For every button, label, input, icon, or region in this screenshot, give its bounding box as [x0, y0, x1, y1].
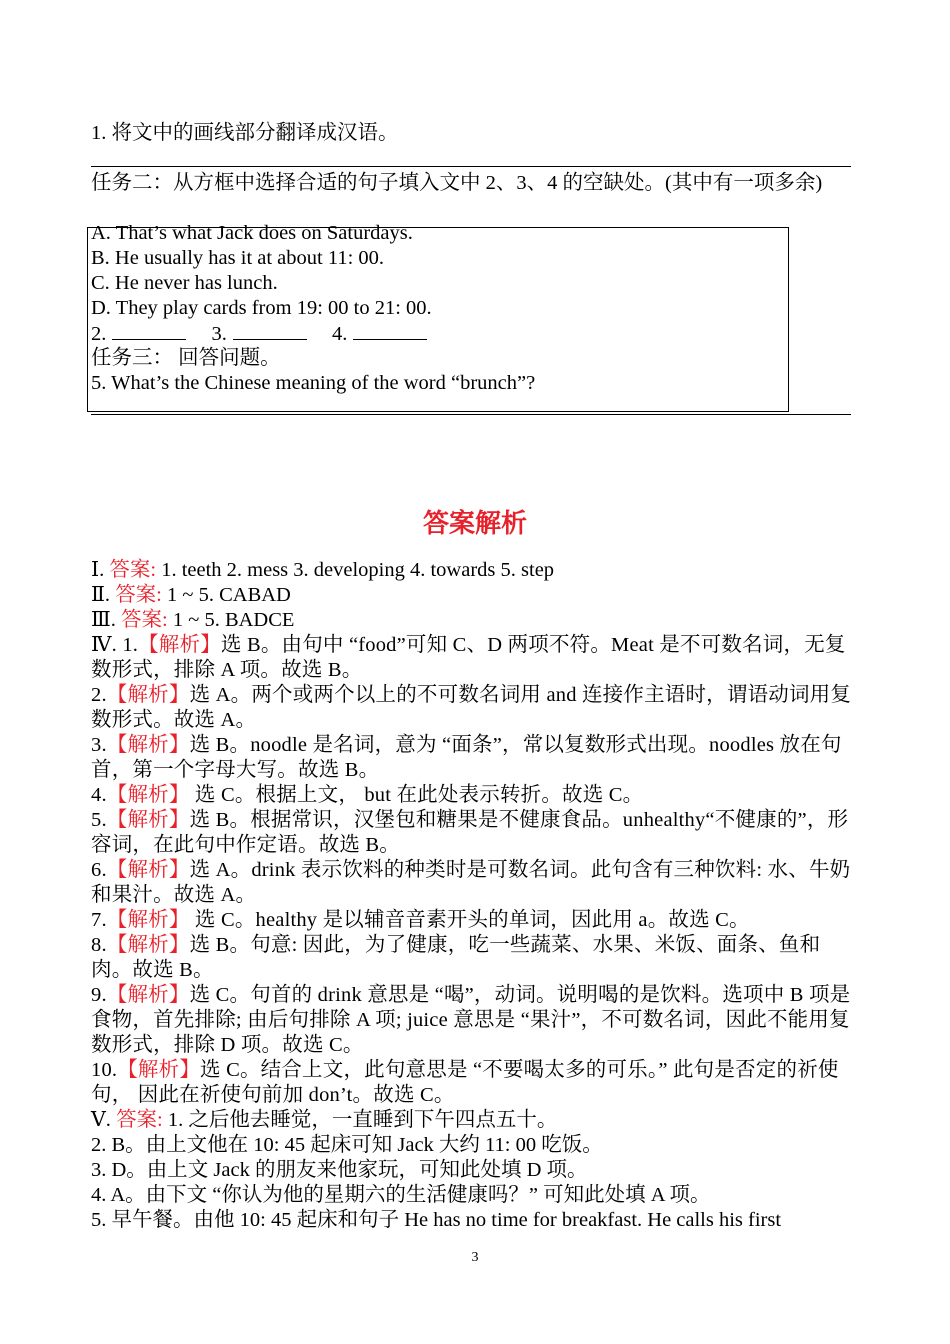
blank-2-label: 2.	[91, 323, 107, 345]
blank-3-label: 3.	[211, 323, 227, 345]
section-iii-text: 1 ~ 5. BADCE	[172, 609, 295, 631]
blank-4-label: 4.	[332, 323, 348, 345]
section-iv-item-8	[91, 933, 861, 983]
answers-heading: 答案解析	[422, 509, 527, 539]
item-text: 选 C。根据上文， but 在此处表示转折。故选 C。	[189, 784, 644, 806]
section-iii-answer	[91, 608, 861, 633]
section-ii-text: 1 ~ 5. CABAD	[167, 584, 291, 606]
answer-label: 答案:	[109, 559, 157, 581]
section-v-item-1	[91, 1108, 861, 1133]
page-number: 3	[471, 1250, 479, 1265]
item-text: 选 B。句意: 因此，为了健康，吃一些蔬菜、水果、米饭、面条、鱼和肉。故选 B。	[91, 934, 821, 981]
analysis-label: 【解析】	[106, 859, 190, 881]
item-number: 2.	[91, 684, 107, 706]
item-text: 选 C。结合上文，此句意思是 “不要喝太多的可乐。” 此句是否定的祈使句， 因此在祈使句前加 don’t。故选 C。	[91, 1059, 839, 1106]
question-5: 5. What’s the Chinese meaning of the word “brunch”?	[91, 372, 536, 394]
option-c: C. He never has lunch.	[91, 272, 278, 294]
analysis-label: 【解析】	[106, 934, 190, 956]
item-number: 5.	[91, 809, 107, 831]
item-text: 选 B。由句中 “food”可知 C、D 两项不符。Meat 是不可数名词，无复数形式，排除 A 项。故选 B。	[91, 634, 846, 681]
blank-3-line[interactable]	[233, 321, 307, 340]
item-number: Ⅳ. 1.	[91, 634, 139, 656]
answer-label: 答案:	[116, 1109, 163, 1131]
option-a: A. That’s what Jack does on Saturdays.	[91, 222, 413, 244]
section-iv-item-9	[91, 983, 861, 1058]
item-number: 4.	[91, 784, 107, 806]
section-iv-item-2	[91, 683, 861, 733]
section-v-item-3: 3. D。由上文 Jack 的朋友来他家玩，可知此处填 D 项。	[91, 1159, 588, 1181]
item-number: 6.	[91, 859, 107, 881]
section-iv-item-1	[91, 633, 861, 683]
analysis-label: 【解析】	[117, 1059, 201, 1081]
section-iv-item-10	[91, 1058, 861, 1108]
item-text: 选 C。句首的 drink 意思是 “喝”，动词。说明喝的是饮料。选项中 B 项是食物，首先排除; 由后句排除 A 项; juice 意思是 “果汁”，不可数名词，因此不能用复数形式，排除 D 项。故选 C。	[91, 984, 851, 1056]
option-b: B. He usually has it at about 11: 00.	[91, 247, 385, 269]
analysis-label: 【解析】	[106, 734, 190, 756]
analysis-label: 【解析】	[106, 984, 190, 1006]
answer-label: 答案:	[115, 584, 162, 606]
section-ii-number: Ⅱ.	[91, 584, 111, 606]
item-number: 7.	[91, 909, 107, 931]
section-v-item-2: 2. B。由上文他在 10: 45 起床可知 Jack 大约 11: 00 吃饭。	[91, 1134, 603, 1156]
analysis-label: 【解析】	[106, 684, 190, 706]
item-number: 10.	[91, 1059, 118, 1081]
item-text: 1. 之后他去睡觉，一直睡到下午四点五十。	[167, 1109, 558, 1131]
section-iii-number: Ⅲ.	[91, 609, 116, 631]
blanks-row	[91, 321, 861, 347]
item-text: 选 B。noodle 是名词，意为 “面条”，常以复数形式出现。noodles 放在句首，第一个字母大写。故选 B。	[91, 734, 842, 781]
question-1: 1. 将文中的画线部分翻译成汉语。	[91, 122, 399, 144]
item-number: 9.	[91, 984, 107, 1006]
item-text: 选 C。healthy 是以辅音音素开头的单词，因此用 a。故选 C。	[189, 909, 750, 931]
section-iv-item-5	[91, 808, 861, 858]
section-ii-answer	[91, 583, 861, 608]
task-3-instruction: 任务三： 回答问题。	[91, 347, 281, 369]
section-v-item-4: 4. A。由下文 “你认为他的星期六的生活健康吗？” 可知此处填 A 项。	[91, 1184, 711, 1206]
blank-4-line[interactable]	[353, 321, 427, 340]
answer-label: 答案:	[121, 609, 168, 631]
section-iv-item-6	[91, 858, 861, 908]
analysis-label: 【解析】	[138, 634, 221, 656]
analysis-label: 【解析】	[106, 809, 190, 831]
section-i-answer	[91, 558, 861, 583]
section-iv-item-3	[91, 733, 861, 783]
blank-2-line[interactable]	[112, 321, 186, 340]
answer-line-1	[91, 166, 851, 167]
section-i-number: Ⅰ.	[91, 559, 105, 581]
section-v-item-5: 5. 早午餐。由他 10: 45 起床和句子 He has no time for breakfast. He calls his first	[91, 1209, 782, 1231]
task-2-instruction: 任务二：从方框中选择合适的句子填入文中 2、3、4 的空缺处。(其中有一项多余)	[91, 172, 823, 194]
section-iv-item-7	[91, 908, 861, 933]
option-d: D. They play cards from 19: 00 to 21: 00.	[91, 297, 432, 319]
section-v-number: Ⅴ.	[91, 1109, 111, 1131]
item-text: 选 B。根据常识，汉堡包和糖果是不健康食品。unhealthy“不健康的”，形容词，在此句中作定语。故选 B。	[91, 809, 849, 856]
item-number: 3.	[91, 734, 107, 756]
item-text: 选 A。两个或两个以上的不可数名词用 and 连接作主语时，谓语动词用复数形式。故选 A。	[91, 684, 852, 731]
section-iv-item-4	[91, 783, 861, 808]
item-number: 8.	[91, 934, 107, 956]
answer-line-5	[91, 414, 851, 415]
section-i-text: 1. teeth 2. mess 3. developing 4. towards 5. step	[161, 559, 555, 581]
item-text: 选 A。drink 表示饮料的种类时是可数名词。此句含有三种饮料: 水、牛奶和果汁。故选 A。	[91, 859, 851, 906]
analysis-label: 【解析】	[106, 784, 190, 806]
analysis-label: 【解析】	[106, 909, 190, 931]
